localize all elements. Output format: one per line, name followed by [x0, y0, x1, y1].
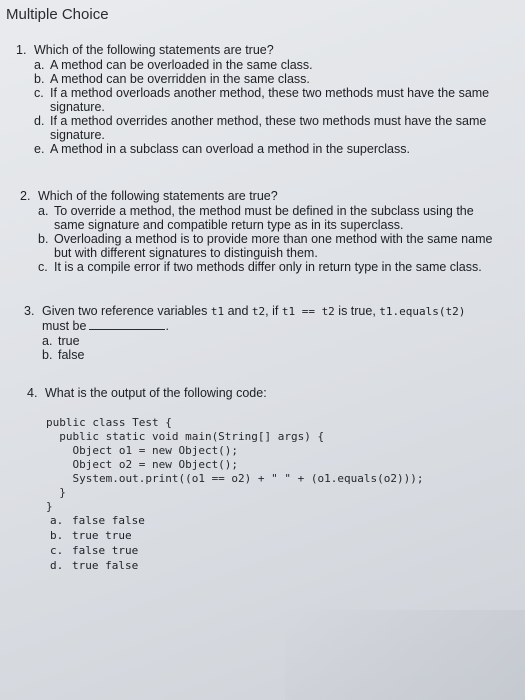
question-text: Which of the following statements are true?	[34, 43, 274, 57]
question-number: 1.	[16, 43, 27, 57]
option-a[interactable]	[42, 334, 342, 348]
option-letter: e.	[34, 142, 45, 156]
page-title: Multiple Choice	[6, 6, 109, 23]
option-text: Overloading a method is to provide more than one method with the same name but with different signatures to distinguish them.	[54, 232, 493, 260]
option-b[interactable]	[34, 72, 504, 86]
answer-blank[interactable]	[89, 319, 165, 330]
option-letter: c.	[34, 86, 44, 100]
question-3	[24, 304, 504, 362]
question-4	[27, 386, 497, 400]
option-b[interactable]	[38, 232, 500, 260]
question-number: 2.	[20, 189, 31, 203]
option-letter: c.	[38, 260, 48, 274]
option-text: A method can be overridden in the same class.	[50, 72, 310, 86]
option-letter: b.	[50, 529, 64, 542]
option-d[interactable]	[50, 558, 145, 573]
option-letter: b.	[38, 232, 49, 246]
var-t2: t2	[251, 305, 266, 318]
option-list	[38, 204, 500, 274]
period: .	[165, 319, 169, 333]
question-number: 3.	[24, 304, 35, 318]
option-text: If a method overrides another method, these two methods must have the same signature.	[50, 114, 487, 142]
option-c[interactable]	[50, 543, 145, 558]
option-text: If a method overloads another method, these two methods must have the same signature.	[50, 86, 490, 114]
option-letter: b.	[42, 348, 53, 362]
option-text: true false	[72, 559, 139, 572]
question-1	[16, 43, 511, 156]
option-letter: d.	[50, 559, 64, 572]
option-letter: a.	[34, 58, 45, 72]
question-2	[20, 189, 510, 274]
option-a[interactable]	[38, 204, 500, 232]
option-a[interactable]	[50, 513, 145, 528]
option-letter: a.	[42, 334, 53, 348]
option-text: To override a method, the method must be defined in the subclass using the same signature and compatible return type as in its superclass.	[54, 204, 474, 232]
option-letter: a.	[50, 514, 64, 527]
text-if: , if	[265, 304, 282, 318]
text-and: and	[224, 304, 252, 318]
question-text-pre: Given two reference variables	[42, 304, 211, 318]
option-letter: a.	[38, 204, 49, 218]
option-text: A method can be overloaded in the same class.	[50, 58, 313, 72]
question-text: Which of the following statements are true?	[38, 189, 278, 203]
equals-call-code: t1.equals(t2)	[379, 305, 466, 318]
option-text: false	[58, 348, 85, 362]
var-t1: t1	[210, 305, 225, 318]
paper-shadow	[285, 610, 525, 700]
option-text: false false	[72, 514, 145, 527]
option-c[interactable]	[38, 260, 500, 274]
option-text: false true	[72, 544, 139, 557]
option-letter: d.	[34, 114, 45, 128]
must-be-text: must be	[42, 319, 87, 333]
option-text: true	[58, 334, 80, 348]
condition-code: t1 == t2	[281, 305, 335, 318]
option-list	[34, 58, 504, 156]
option-e[interactable]	[34, 142, 504, 156]
option-letter: b.	[34, 72, 45, 86]
option-b[interactable]	[42, 348, 342, 362]
text-is-true: is true,	[334, 304, 380, 318]
option-list	[42, 334, 342, 362]
option-text: true true	[72, 529, 132, 542]
option-text: A method in a subclass can overload a method in the superclass.	[50, 142, 410, 156]
option-letter: c.	[50, 544, 64, 557]
option-c[interactable]	[34, 86, 504, 114]
code-block: public class Test { public static void main(String[] args) { Object o1 = new Object(); Object o2 = new Object(); System.out.print((o1 == o2) + " " + (o1.equals(o2))); } }	[46, 416, 424, 513]
question-text: What is the output of the following code:	[45, 386, 267, 400]
option-list	[50, 513, 145, 573]
option-text: It is a compile error if two methods differ only in return type in the same class.	[54, 260, 482, 274]
option-a[interactable]	[34, 58, 504, 72]
question-number: 4.	[27, 386, 38, 400]
option-d[interactable]	[34, 114, 504, 142]
option-b[interactable]	[50, 528, 145, 543]
